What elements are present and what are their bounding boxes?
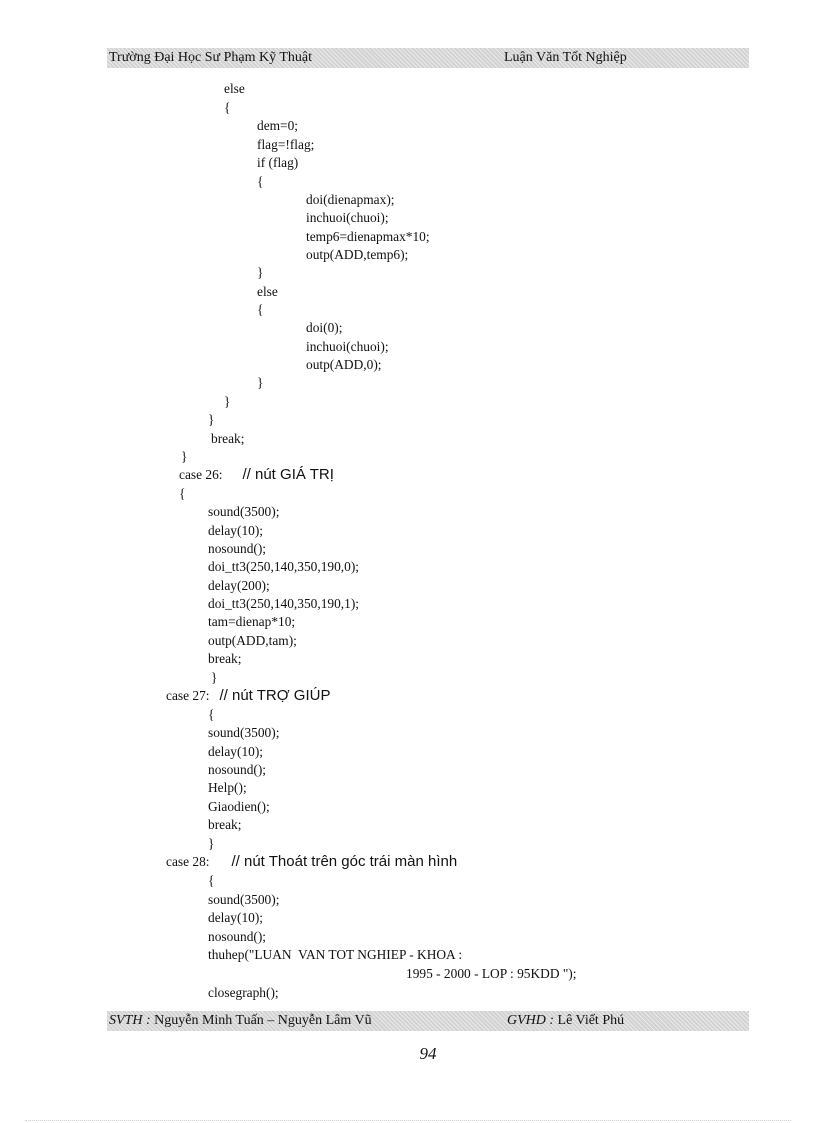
code-text: { [224,100,231,115]
code-line [257,301,263,319]
code-comment: // nút Thoát trên góc trái màn hình [231,853,458,870]
code-text: nosound(); [208,762,267,777]
code-line [257,154,298,172]
code-line [208,613,295,631]
footer-advisor [507,1013,624,1029]
code-line [208,779,247,797]
code-line [208,798,270,816]
code-text: outp(ADD,temp6); [306,247,409,262]
code-text: } [211,670,218,685]
code-line [306,209,389,227]
code-text: } [208,412,215,427]
code-text: case 27: [166,688,210,703]
code-line [208,724,279,742]
code-text: } [208,836,215,851]
code-text: delay(10); [208,744,264,759]
code-line [257,264,263,282]
code-text: sound(3500); [208,504,280,519]
code-line [211,669,217,687]
code-text: doi(0); [306,320,343,335]
code-line [208,632,297,650]
code-text: tam=dienap*10; [208,614,296,629]
gvhd-label: GVHD : [507,1013,555,1028]
code-text: case 28: [166,854,210,869]
code-text: if (flag) [257,155,299,170]
svth-names: Nguyễn Minh Tuấn – Nguyễn Lâm Vũ [150,1013,372,1028]
code-line [208,595,359,613]
code-line [208,650,241,668]
code-text: thuhep("LUAN VAN TOT NGHIEP - KHOA : [208,947,463,962]
page-header [107,48,749,68]
code-text: } [224,394,231,409]
code-comment: // nút GIÁ TRỊ [242,466,334,483]
code-text: { [208,873,215,888]
code-text: } [257,375,264,390]
page-number: 94 [419,1044,437,1063]
code-line [208,984,279,1002]
code-line [208,411,214,429]
code-line [208,891,279,909]
code-line [166,853,457,871]
code-line [208,558,359,576]
code-text: nosound(); [208,541,267,556]
code-text: sound(3500); [208,725,280,740]
code-text: outp(ADD,tam); [208,633,297,648]
code-line [306,191,395,209]
code-text: delay(10); [208,523,264,538]
code-line [179,466,334,484]
code-line [306,338,389,356]
code-text: { [257,174,264,189]
code-text: } [181,449,188,464]
code-line [257,117,298,135]
code-text: inchuoi(chuoi); [306,339,389,354]
code-text: case 26: [179,467,223,482]
code-line [208,577,270,595]
code-line [224,80,245,98]
code-text: Help(); [208,780,247,795]
code-line [208,761,266,779]
code-text: doi(dienapmax); [306,192,395,207]
page-bottom-rule [25,1120,791,1121]
code-text: temp6=dienapmax*10; [306,229,430,244]
code-line [208,909,263,927]
code-line [306,246,408,264]
footer-students [109,1013,372,1029]
code-line [224,393,230,411]
code-text: else [257,284,278,299]
code-line [208,522,263,540]
code-text: dem=0; [257,118,299,133]
code-line [208,816,241,834]
code-text: delay(200); [208,578,270,593]
code-comment: // nút TRỢ GIÚP [219,687,331,704]
code-line [181,448,187,466]
code-line [208,540,266,558]
code-text: else [224,81,245,96]
code-text: sound(3500); [208,892,280,907]
code-line [208,706,214,724]
code-text: break; [208,817,242,832]
code-line [166,687,330,705]
svth-label: SVTH : [109,1013,151,1028]
code-line [211,430,244,448]
header-school: Trường Đại Học Sư Phạm Kỹ Thuật [109,50,313,65]
code-line [208,872,214,890]
code-line [257,283,278,301]
code-text: break; [208,651,242,666]
code-text: closegraph(); [208,985,279,1000]
code-text: doi_tt3(250,140,350,190,1); [208,596,360,611]
code-text: { [257,302,264,317]
code-line [406,965,576,983]
code-text: { [179,486,186,501]
code-line [257,374,263,392]
page-footer [107,1011,749,1031]
code-text: outp(ADD,0); [306,357,382,372]
code-text: { [208,707,215,722]
code-line [208,835,214,853]
code-line [208,946,462,964]
header-title: Luận Văn Tốt Nghiệp [504,50,627,65]
code-line [257,173,263,191]
code-text: doi_tt3(250,140,350,190,0); [208,559,360,574]
code-line [179,485,185,503]
code-line [306,228,430,246]
code-text: break; [211,431,245,446]
code-text: nosound(); [208,929,267,944]
code-line [208,928,266,946]
code-line [306,319,342,337]
code-line [224,99,230,117]
code-text: 1995 - 2000 - LOP : 95KDD "); [406,966,577,981]
gvhd-name: Lê Viết Phú [554,1013,625,1028]
code-line [208,743,263,761]
code-line [257,136,314,154]
code-line [208,503,279,521]
code-text: inchuoi(chuoi); [306,210,389,225]
code-text: } [257,265,264,280]
code-line [306,356,382,374]
code-text: flag=!flag; [257,137,315,152]
code-text: Giaodien(); [208,799,270,814]
code-text: delay(10); [208,910,264,925]
